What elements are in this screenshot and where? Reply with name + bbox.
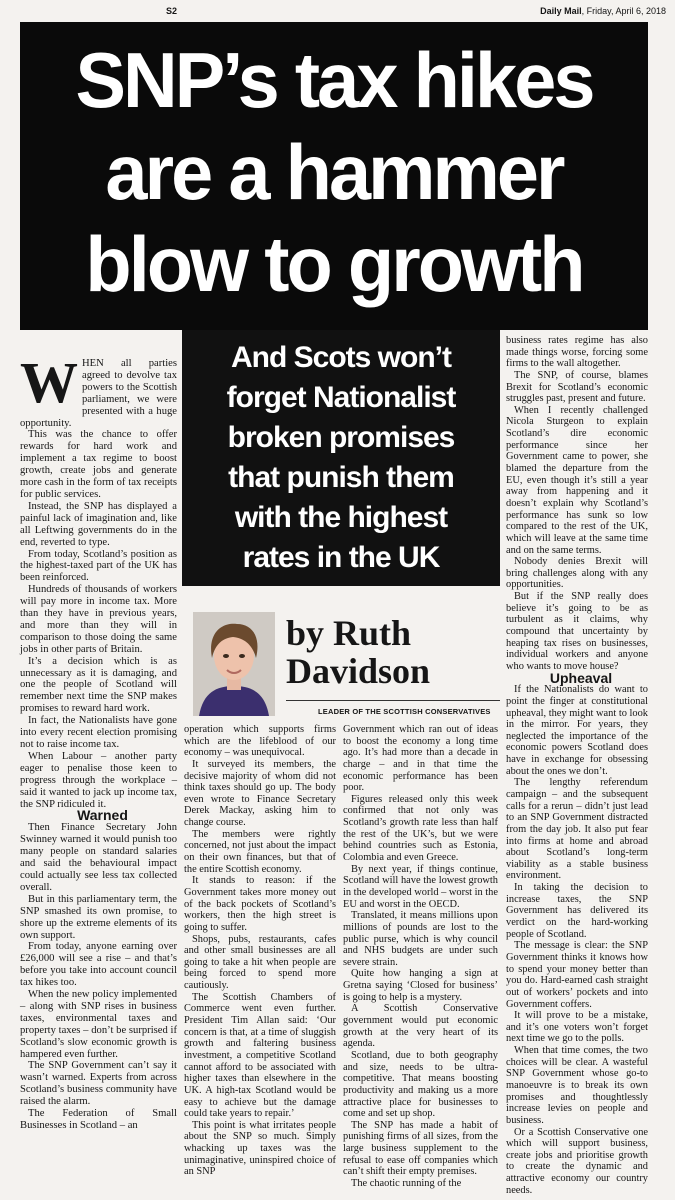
paragraph: The chaotic running of the [351, 1177, 462, 1189]
paragraph: By next year, if things continue, Scotland will have the lowest growth in the developed world – worst in the EU and worst in the OECD. [343, 863, 498, 910]
byline-rule [286, 700, 500, 701]
paragraph: The Scottish Chambers of Commerce went even further. President Tim Allan said: ‘Our concern is that, at a time of sluggish growth and faltering business investment, a competitive Scotland cannot afford to be associated with higher taxes than elsewhere in the UK. A high-tax Scotland would be easy to achieve but the damage could take years to repair.’ [184, 991, 336, 1120]
publication-date [540, 6, 666, 16]
paragraph: This point is what irritates people about the SNP so much. Simply whacking up taxes was the unimaginative, uninspired choice of an SNP [184, 1119, 336, 1178]
subhead-line: rates in the UK [242, 541, 440, 574]
byline-line: Davidson [286, 651, 431, 691]
paragraph: But if the SNP really does believe it’s going to be as turbulent as it claims, why compound that uncertainty by heaping tax rises on businesses, individual workers and anyone who wants to move house? [506, 591, 648, 672]
paragraph: The Federation of Small Businesses in Scotland – an [20, 1108, 177, 1131]
paragraph: The SNP, of course, blames Brexit for Scotland’s economic struggles past, present and future. [506, 369, 648, 405]
paragraph: When that time comes, the two choices will be clear. A wasteful SNP Government whose go-to manoeuvre is to break its own promises and thoughtlessly increase levies on people and business. [506, 1045, 648, 1126]
paragraph: The lengthy referendum campaign – and the subsequent calls for a rerun – didn’t just lead to an SNP Government distracted from the day job. It also put fear into firms at home and abroad about Scotland’s long-term viability as a stable business environment. [506, 777, 648, 882]
issue-date: , Friday, April 6, 2018 [581, 6, 666, 16]
section-heading: Upheaval [549, 669, 613, 686]
paragraph: business rates regime has also made things worse, forcing some firms to the wall altogether. [506, 335, 648, 370]
paragraph: When the new policy implemented – along with SNP rises in business taxes, environmental taxes and property taxes – don’t be surprised if Scotland’s slow economic growth is hampered even further. [20, 989, 177, 1060]
article-column-2 [184, 724, 336, 1178]
paragraph: The SNP has made a habit of punishing firms of all sizes, from the large business supplement to the refusal to ease off companies which can’t shift their empty premises. [343, 1119, 498, 1178]
paragraph: Scotland, due to both geography and size, needs to be ultra-competitive. That means boosting productivity and making us a more attractive place for businesses to come and set up shop. [343, 1049, 498, 1120]
portrait-image [193, 612, 275, 716]
subhead-line: with the highest [234, 501, 448, 534]
paragraph: Nobody denies Brexit will bring challenges along with any opportunities. [506, 556, 648, 591]
paragraph: Figures released only this week confirmed that not only was Scotland’s growth rate less than half the rest of the UK’s, but we were behind countries such as Estonia, Colombia and even Greece. [343, 793, 498, 864]
paragraph: Government which ran out of ideas to boost the economy a long time ago. It’s had more than a decade in charge – and in that time the economic performance has been poor. [343, 724, 498, 794]
article-column-3 [343, 724, 498, 1190]
paragraph: When Labour – another party eager to penalise those keen to progress through the workplace – said it wanted to jack up income tax, the SNP ridiculed it. [20, 750, 177, 810]
paragraph: It’s a decision which is as unnecessary as it is damaging, and one the people of Scotland will remember next time the SNP makes promises to reward hard work. [20, 655, 177, 715]
headline-line: SNP’s tax hikes [75, 36, 593, 124]
author-photo [193, 612, 275, 716]
section-heading: Warned [77, 807, 128, 824]
subhead-line: And Scots won’t [231, 341, 451, 374]
page-number: S2 [166, 6, 178, 16]
paragraph: When I recently challenged Nicola Sturgeon to explain Scotland’s dire economic performance since her Government came to power, she blamed the departure from the EU, even though it’s still a year away from happening and it doesn’t explain why Scotland’s performance has sunk so low compared to the rest of the UK, which will leave at the same time and on the same terms. [506, 404, 648, 556]
headline-line: blow to growth [85, 220, 583, 308]
paragraph: Shops, pubs, restaurants, cafes and other small businesses are all going to take a hit when people are being forced to spend more cautiously. [184, 933, 336, 992]
subhead-line: broken promises [227, 421, 455, 454]
subhead-line: that punish them [228, 461, 454, 494]
paragraph: Quite how hanging a sign at Gretna saying ‘Closed for business’ is going to help is a mystery. [343, 968, 498, 1003]
paragraph: The SNP Government can’t say it wasn’t warned. Experts from across Scotland’s business community have raised the alarm. [20, 1060, 177, 1108]
paragraph: Then Finance Secretary John Swinney warned it would punish too many people on standard salaries and said the behavioural impact could actually see less tax collected overall. [20, 822, 177, 893]
author-title: LEADER OF THE SCOTTISH CONSERVATIVES [318, 707, 491, 716]
paragraph: It surveyed its members, the decisive majority of whom did not think taxes should go up. The body even wrote to Finance Secretary Derek Mackay, asking him to change course. [184, 758, 336, 829]
paragraph: In taking the decision to increase taxes, the SNP Government has delivered its verdict on the hard-working people of Scotland. [506, 882, 648, 940]
paragraph: operation which supports firms which are the lifeblood of our economy – was unequivocal. [184, 724, 336, 759]
paragraph: It will prove to be a mistake, and it’s one voters won’t forget next time we go to the polls. [506, 1010, 648, 1045]
paragraph: The message is clear: the SNP Government thinks it knows how to spend your money better than you do. Hard-earned cash straight out of workers’ pockets and into Government coffers. [506, 940, 648, 1010]
paragraph: It stands to reason: if the Government takes more money out of the back pockets of Scotland’s workers, then the high street is going to suffer. [184, 875, 336, 933]
byline-line: by Ruth [286, 613, 412, 653]
paragraph: From today, Scotland’s position as the highest-taxed part of the UK has been reinforced. [20, 548, 177, 584]
article-column-1 [20, 350, 177, 1132]
paragraph: In fact, the Nationalists have gone into every recent election promising not to raise income tax. [20, 715, 177, 750]
subhead-line: forget Nationalist [226, 381, 456, 414]
page-header [20, 6, 670, 20]
paragraph: This was the chance to offer rewards for hard work and implement a tax regime to boost growth, create jobs and generate more cash in the form of tax receipts for public services. [20, 429, 177, 500]
subheadline [182, 330, 500, 586]
paragraph: Instead, the SNP has displayed a painful lack of imagination and, like all Leftwing governments do in the end, reverted to type. [20, 500, 177, 548]
headline [20, 22, 648, 330]
paragraph: The members were rightly concerned, not just about the impact on their own finances, but that of the entire Scottish economy. [184, 828, 336, 875]
paragraph: WHEN all parties agreed to devolve tax powers to the Scottish parliament, we were presented with a huge opportunity. [20, 350, 177, 429]
byline [286, 614, 500, 690]
paragraph: Or a Scottish Conservative one which will support business, create jobs and prioritise growth to create the dynamic and attractive economy our country needs. [506, 1126, 648, 1196]
paragraph: Translated, it means millions upon millions of pounds are lost to the public purse, which is why council and NHS budgets are under such severe strain. [343, 910, 498, 968]
paper-name: Daily Mail [540, 6, 582, 16]
paragraph: From today, anyone earning over £26,000 will see a rise – and that’s before you take into account council tax hikes too. [20, 941, 177, 989]
paragraph: Hundreds of thousands of workers will pay more in income tax. More than they have in previous years, and more than they will in comparison to those doing the same jobs in other parts of Britain. [20, 584, 177, 655]
paragraph: But in this parliamentary term, the SNP smashed its own promise, to shore up the extreme elements of its own support. [20, 893, 177, 941]
paragraph: If the Nationalists do want to point the finger at constitutional upheaval, they might want to look in the mirror. For years, they neglected the importance of the economic powers Scotland does have in exchange for obsessing about the ones we don’t. [506, 684, 648, 777]
paragraph: A Scottish Conservative government would put economic growth at the very heart of its agenda. [343, 1003, 498, 1050]
headline-line: are a hammer [105, 128, 563, 216]
drop-cap: W [20, 350, 78, 415]
article-column-4 [506, 335, 648, 1196]
